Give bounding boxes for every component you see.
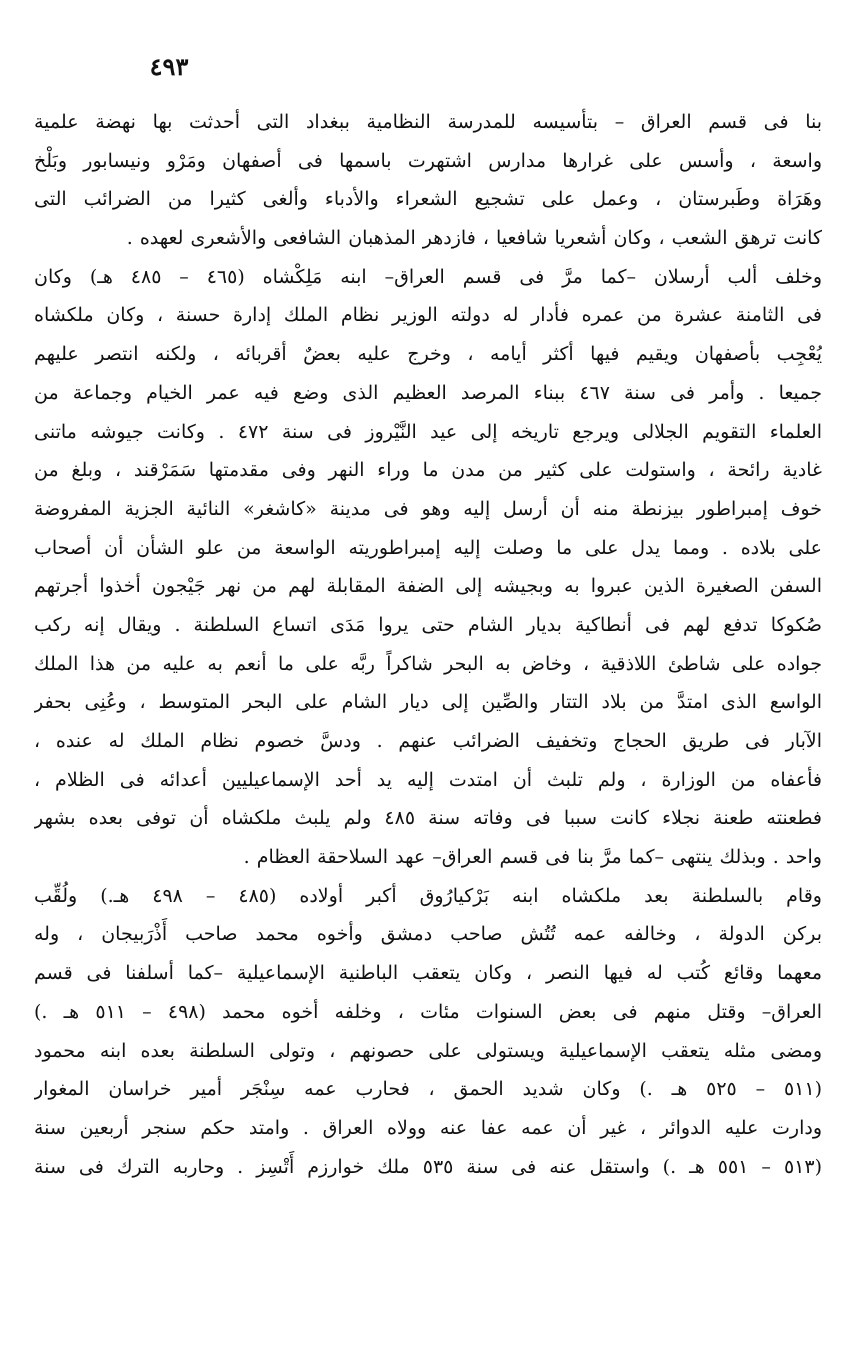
text-line: فأعفاه من الوزارة ، ولم تلبث أن امتدت إليه يد أحد الإسماعيليين أعدائه فى الظلام ، — [34, 768, 822, 791]
text-line: الواسع الذى امتدَّ من بلاد التتار والصِّين إلى ديار الشام على البحر المتوسط ، وعُنِى بحفر — [34, 691, 822, 714]
text-line: العراق– وقتل منهم فى بعض السنوات مئات ، وخلفه أخوه محمد (٤٩٨ – ٥١١ هـ .) — [34, 1000, 822, 1023]
page-number: ٤٩٣ — [149, 52, 189, 81]
text-line: وقام بالسلطنة بعد ملكشاه ابنه بَرْكيارُوق أكبر أولاده (٤٨٥ – ٤٩٨ هـ.) ولُقِّب — [34, 884, 822, 907]
text-line: الآبار فى طريق الحجاج وتخفيف الضرائب عنهم . ودسَّ خصوم نظام الملك له عنده ، — [34, 730, 822, 752]
text-line: بركن الدولة ، وخالفه عمه تُتُش صاحب دمشق وأخوه محمد صاحب أَذْرَبيجان ، وله — [34, 923, 822, 946]
text-line: واحد . وبذلك ينتهى –كما مرَّ بنا فى قسم العراق– عهد السلاحقة العظام . — [243, 846, 822, 869]
text-line: وخلف ألب أرسلان –كما مرَّ فى قسم العراق– ابنه مَلِكْشاه (٤٦٥ – ٤٨٥ هـ) وكان — [34, 265, 822, 288]
text-line: ودارت عليه الدوائر ، غير أن عمه عفا عنه وولاه العراق . وامتد حكم سنجر أربعين سنة — [34, 1116, 822, 1139]
text-line: على بلاده . ومما يدل على ما وصلت إليه إمبراطوريته الواسعة من علو الشأن أن أصحاب — [34, 536, 822, 559]
text-line: جواده على شاطئ اللاذقية ، وخاض به البحر شاكراً ربَّه على ما أنعم به عليه من هذا الملك — [34, 652, 822, 675]
text-line: (٥١١ – ٥٢٥ هـ .) وكان شديد الحمق ، فحارب عمه سِنْجَر أمير خراسان المغوار — [34, 1078, 822, 1101]
text-line: السفن الصغيرة الذين عبروا به وبجيشه إلى الضفة المقابلة لهم من نهر جَيْجون أخذوا أجرتهم — [34, 575, 822, 598]
text-line: جميعا . وأمر فى سنة ٤٦٧ ببناء المرصد العظيم الذى وضع فيه عمر الخيام وجماعة من — [34, 381, 822, 404]
text-line: خوف إمبراطور بيزنطة منه أن أرسل إليه وهو فى مدينة «كاشغر» النائية الجزية المفروضة — [34, 497, 822, 520]
text-line: معهما وقائع كُتب له فيها النصر ، وكان يتعقب الباطنية الإسماعيلية –كما أسلفنا فى قسم — [34, 962, 822, 985]
text-line: يُعْجِب بأصفهان ويقيم فيها أكثر أيامه ، وخرج عليه بعضٌ أقربائه ، ولكنه انتصر عليهم — [34, 343, 822, 366]
body-text — [34, 103, 822, 1186]
text-line: فطعنته طعنة نجلاء كانت سببا فى وفاته سنة ٤٨٥ ولم يلبث ملكشاه أن توفى بعده بشهر — [34, 807, 822, 830]
text-line: العلماء التقويم الجلالى ويرجع تاريخه إلى عيد النَّيْروز فى سنة ٤٧٢ . وكانت جيوشه ماتنى — [34, 420, 822, 443]
text-line: كانت ترهق الشعب ، وكان أشعريا شافعيا ، فازدهر المذهبان الشافعى والأشعرى لعهده . — [126, 227, 822, 250]
text-line: غادية رائحة ، واستولت على كثير من مدن ما وراء النهر وفى مقدمتها سَمَرْقند ، وبلغ من — [34, 459, 822, 482]
text-line: ومضى مثله يتعقب الإسماعيلية ويستولى على حصونهم ، وتولى السلطنة بعده ابنه محمود — [34, 1039, 822, 1062]
text-line: وهَرَاة وطَبرستان ، وعمل على تشجيع الشعراء والأدباء وألغى كثيرا من الضرائب التى — [34, 188, 822, 211]
text-line: (٥١٣ – ٥٥١ هـ .) واستقل عنه فى سنة ٥٣٥ ملك خوارزم أَتْسِز . وحاربه الترك فى سنة — [34, 1155, 822, 1178]
text-line: صُكوكا تدفع لهم فى أنطاكية بديار الشام حتى يروا مَدَى اتساع السلطنة . ويقال إنه ركب — [34, 613, 822, 636]
text-line: فى الثامنة عشرة من عمره فأدار له دولته الوزير نظام الملك إدارة حسنة ، وكان ملكشاه — [34, 304, 822, 327]
text-line: بنا فى قسم العراق – بتأسيسه للمدرسة النظامية ببغداد التى أحدثت بها نهضة علمية — [34, 111, 822, 133]
text-line: واسعة ، وأسس على غرارها مدارس اشتهرت باسمها فى أصفهان ومَرْو ونيسابور وبَلْخ — [34, 149, 822, 172]
